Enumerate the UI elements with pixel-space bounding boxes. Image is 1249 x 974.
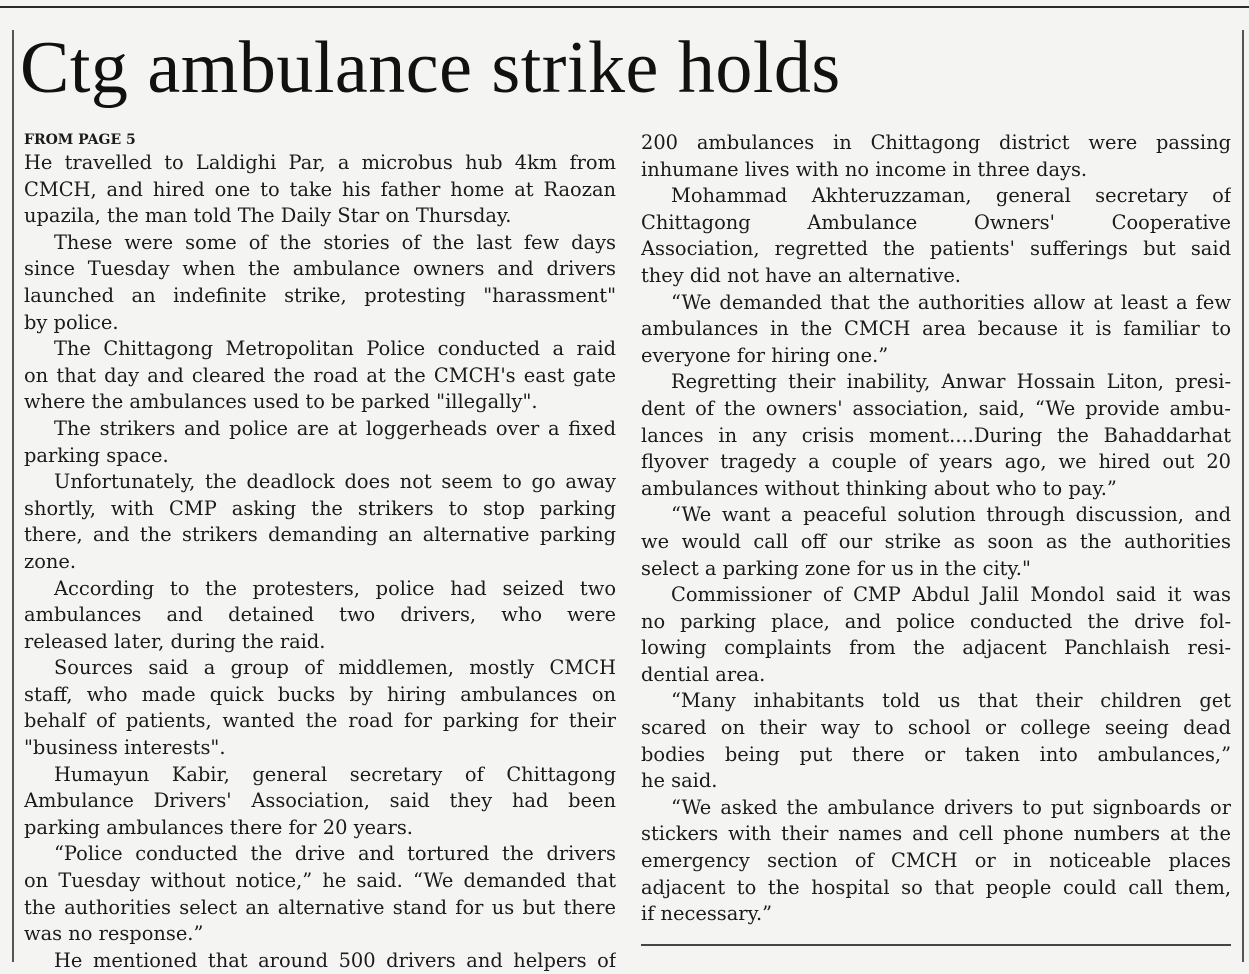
text-line: dential area. [641,662,766,686]
text-line: behalf of patients, wanted the road for parking for their [24,709,616,733]
text-line: stickers with their names and cell phone numbers at the [641,822,1231,846]
text-line: Association, regretted the patients' sufferings but said [641,237,1231,261]
column-body [24,150,616,974]
text-line: He travelled to Laldighi Par, a microbus hub 4km from [24,151,616,174]
text-line: ambulances and detained two drivers, who were [24,603,616,627]
text-line: Chittagong Ambulance Owners' Cooperative [641,210,1231,234]
text-line: inhumane lives with no income in three days. [641,157,1088,181]
text-line: "business interests". [24,736,226,760]
article-column-left [24,130,616,974]
text-line: he said. [641,769,718,793]
text-line: Sources said a group of middlemen, mostly CMCH [54,656,616,680]
text-line: 200 ambulances in Chittagong district were passing [641,131,1231,154]
text-line: bodies being put there or taken into ambulances,” [641,742,1231,766]
text-line: zone. [24,549,77,573]
text-line: According to the protesters, police had seized two [54,576,616,600]
text-line: The Chittagong Metropolitan Police conducted a raid [54,337,616,361]
text-line: on that day and cleared the road at the CMCH's east gate [24,363,616,387]
text-line: parking ambulances there for 20 years. [24,815,413,839]
continuation-kicker: FROM PAGE 5 [24,132,136,148]
text-line: The strikers and police are at loggerheads over a fixed [54,416,616,440]
text-line: adjacent to the hospital so that people could call them, [641,875,1231,899]
text-line: ambulances without thinking about who to pay.” [641,476,1117,500]
text-line: These were some of the stories of the last few days [54,230,616,254]
text-line: no parking place, and police conducted the drive fol- [641,609,1231,633]
text-line: emergency section of CMCH or in noticeable places [641,849,1231,873]
text-line: Ambulance Drivers' Association, said they had been [24,789,616,813]
text-line: upazila, the man told The Daily Star on Thursday. [24,204,512,228]
text-line: since Tuesday when the ambulance owners and drivers [24,257,616,281]
column-body [641,130,1231,928]
text-line: Mohammad Akhteruzzaman, general secretary of [671,184,1231,208]
text-line: if necessary.” [641,902,773,926]
text-line: we would call off our strike as soon as the authorities [641,529,1231,553]
text-line: “Police conducted the drive and tortured the drivers [54,842,616,866]
text-line: “We demanded that the authorities allow at least a few [671,290,1231,314]
text-line: Unfortunately, the deadlock does not seem to go away [54,470,616,494]
text-line: select a parking zone for us in the city." [641,556,1031,580]
text-line: lowing complaints from the adjacent Panchlaish resi- [641,636,1231,660]
text-line: there, and the strikers demanding an alternative parking [24,523,616,547]
text-line: “We want a peaceful solution through discussion, and [671,503,1231,527]
text-line: was no response.” [24,922,204,946]
text-line: dent of the owners' association, said, “We provide ambu- [641,396,1231,420]
text-line: where the ambulances used to be parked "illegally". [24,390,538,414]
text-line: staff, who made quick bucks by hiring ambulances on [24,682,616,706]
text-line: Commissioner of CMP Abdul Jalil Mondol said it was [671,583,1231,607]
text-line: ambulances in the CMCH area because it is familiar to [641,317,1231,341]
headline: Ctg ambulance strike holds [20,27,841,109]
text-line: by police. [24,310,119,334]
text-line: Humayun Kabir, general secretary of Chittagong [54,762,616,786]
text-line: Regretting their inability, Anwar Hossain Liton, presi- [671,370,1231,394]
text-line: everyone for hiring one.” [641,343,889,367]
text-line: lances in any crisis moment....During the Bahaddarhat [641,423,1231,447]
text-line: “We asked the ambulance drivers to put signboards or [671,795,1231,819]
text-line: on Tuesday without notice,” he said. “We demanded that [24,869,616,893]
right-column-rule [1242,30,1244,962]
article-column-right [641,130,1231,928]
text-line: shortly, with CMP asking the strikers to stop parking [24,496,616,520]
text-line: He mentioned that around 500 drivers and helpers of [54,948,616,972]
top-border-rule [0,6,1249,8]
text-line: flyover tragedy a couple of years ago, we hired out 20 [641,450,1231,474]
bottom-column-rule [641,944,1231,946]
text-line: scared on their way to school or college seeing dead [641,716,1231,740]
left-column-rule [12,30,14,962]
text-line: parking space. [24,443,169,467]
text-line: released later, during the raid. [24,629,326,653]
text-line: CMCH, and hired one to take his father home at Raozan [24,177,616,201]
text-line: launched an indefinite strike, protesting "harassment" [24,283,616,307]
text-line: they did not have an alternative. [641,263,961,287]
text-line: the authorities select an alternative stand for us but there [24,895,616,919]
text-line: “Many inhabitants told us that their children get [671,689,1231,713]
